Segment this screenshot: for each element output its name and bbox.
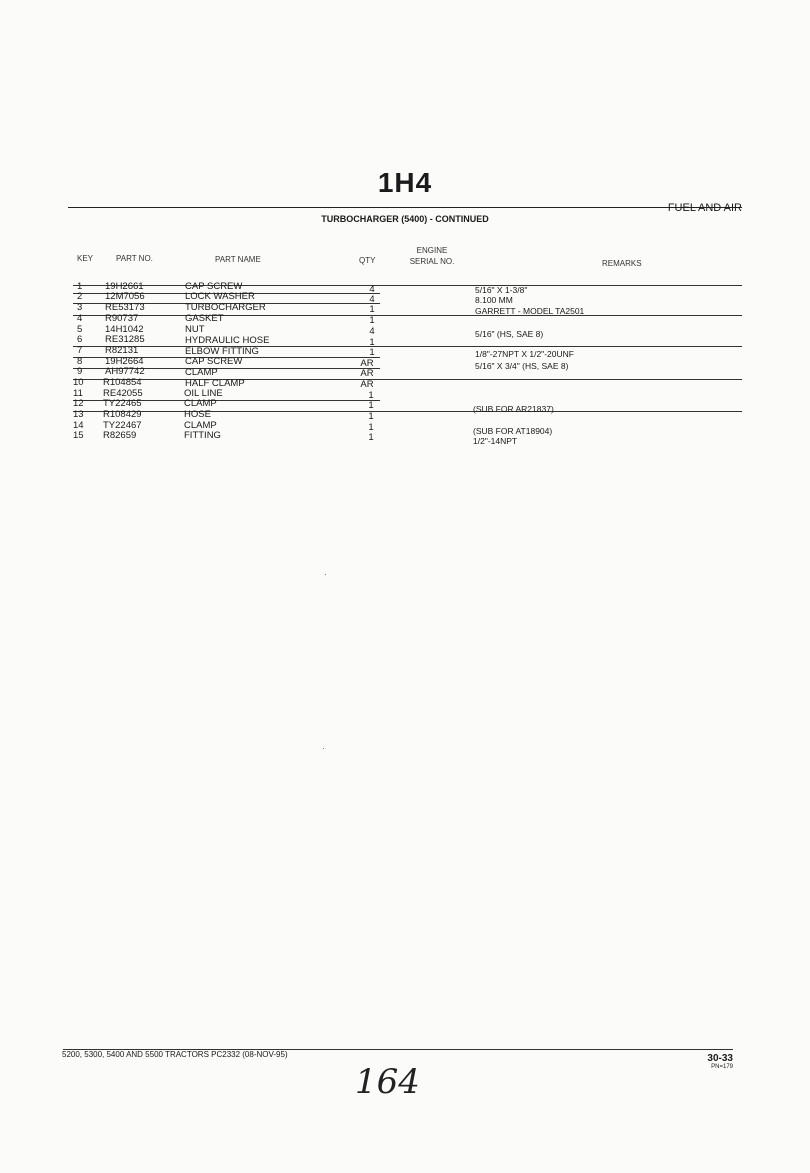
header-rule	[68, 207, 742, 208]
header-engine-serial	[408, 245, 456, 267]
row-remarks: (SUB FOR AT18904)	[473, 426, 553, 436]
row-part-name: HYDRAULIC HOSE	[185, 335, 270, 346]
header-part-no: PART NO.	[116, 254, 153, 263]
row-remarks: 1/2"-14NPT	[473, 436, 518, 446]
scan-speck	[323, 748, 324, 749]
group-rule	[73, 315, 742, 316]
row-part-no: 14H1042	[105, 324, 144, 335]
section-name: FUEL AND AIR	[667, 202, 742, 214]
row-key: 1	[77, 281, 83, 292]
handwritten-page-number: 164	[355, 1062, 420, 1102]
row-remarks: (SUB FOR AR21837)	[473, 404, 554, 414]
row-key: 5	[77, 324, 83, 335]
row-qty: 4	[369, 326, 375, 337]
row-key: 15	[73, 430, 84, 441]
row-part-name: CLAMP	[185, 367, 218, 378]
row-part-name: ELBOW FITTING	[185, 346, 259, 357]
row-qty: 1	[369, 304, 375, 315]
header-part-name: PART NAME	[215, 255, 261, 264]
row-part-name: CLAMP	[184, 420, 217, 431]
row-part-name: OIL LINE	[184, 388, 223, 399]
header-qty: QTY	[359, 256, 376, 265]
row-part-name: HALF CLAMP	[185, 378, 245, 389]
row-part-no: AH97742	[105, 366, 145, 377]
footer-models: 5200, 5300, 5400 AND 5500 TRACTORS PC2332 (08-NOV-95)	[62, 1050, 288, 1059]
row-qty: 4	[369, 284, 375, 295]
row-qty: 1	[368, 411, 374, 422]
scan-speck	[325, 574, 326, 575]
row-part-no: R82131	[105, 345, 139, 356]
row-qty: 1	[368, 432, 374, 443]
row-qty: 1	[368, 390, 374, 401]
row-part-name: GASKET	[185, 313, 224, 324]
footer-pn: PN=179	[711, 1064, 733, 1070]
row-part-name: CLAMP	[184, 398, 217, 409]
row-key: 7	[77, 345, 83, 356]
row-part-name: CAP SCREW	[185, 281, 243, 292]
row-part-no: R90737	[105, 313, 139, 324]
row-key: 6	[77, 334, 83, 345]
header-key: KEY	[77, 254, 94, 263]
row-part-no: R108429	[103, 409, 142, 420]
row-remarks: 5/16" X 3/4" (HS, SAE 8)	[475, 361, 569, 371]
group-rule	[73, 285, 742, 286]
row-key: 10	[73, 377, 84, 388]
header-engine-line2: SERIAL NO.	[409, 257, 455, 266]
row-part-no: RE53173	[105, 302, 145, 313]
row-part-no: R104854	[103, 377, 142, 388]
row-key: 12	[73, 398, 84, 409]
row-qty: 1	[368, 400, 374, 411]
row-part-no: R82659	[103, 430, 137, 441]
row-key: 9	[77, 366, 83, 377]
row-part-no: TY22465	[103, 398, 142, 409]
row-qty: AR	[360, 368, 374, 379]
header-engine-line1: ENGINE	[416, 246, 448, 255]
page-title: TURBOCHARGER (5400) - CONTINUED	[321, 214, 489, 224]
row-key: 4	[77, 313, 83, 324]
row-part-no: 12M7056	[105, 291, 145, 302]
row-qty: 4	[369, 294, 375, 305]
row-key: 11	[73, 388, 83, 399]
row-key: 2	[77, 291, 83, 302]
row-remarks: 5/16" X 1-3/8"	[475, 285, 528, 295]
row-remarks: 8.100 MM	[475, 295, 513, 305]
row-part-name: LOCK WASHER	[185, 291, 255, 302]
page-code: 1H4	[377, 167, 433, 198]
row-part-name: FITTING	[184, 430, 221, 441]
row-qty: 1	[369, 337, 375, 348]
row-part-name: NUT	[185, 324, 205, 335]
row-qty: AR	[360, 358, 374, 369]
group-rule	[73, 411, 742, 412]
group-rule	[73, 379, 742, 380]
row-remarks: 1/8"-27NPT X 1/2"-20UNF	[475, 349, 574, 359]
footer-page-number: 30-33	[707, 1053, 733, 1064]
row-part-no: RE31285	[105, 334, 145, 345]
row-qty: AR	[360, 379, 374, 390]
row-part-name: CAP SCREW	[185, 356, 243, 367]
row-key: 14	[73, 420, 84, 431]
row-remarks: 5/16" (HS, SAE 8)	[475, 329, 544, 339]
group-rule	[73, 346, 742, 347]
row-part-no: 19H2661	[105, 281, 144, 292]
row-part-no: 19H2664	[105, 356, 144, 367]
header-remarks: REMARKS	[602, 259, 642, 268]
row-part-name: TURBOCHARGER	[185, 302, 266, 313]
row-qty: 1	[369, 347, 375, 358]
row-part-name: HOSE	[184, 409, 211, 420]
row-qty: 1	[368, 422, 374, 433]
row-key: 3	[77, 302, 83, 313]
row-part-no: RE42055	[103, 388, 143, 399]
row-key: 13	[73, 409, 84, 420]
row-qty: 1	[369, 315, 375, 326]
row-key: 8	[77, 356, 83, 367]
row-part-no: TY22467	[103, 420, 142, 431]
row-remarks: GARRETT - MODEL TA2501	[475, 306, 585, 316]
